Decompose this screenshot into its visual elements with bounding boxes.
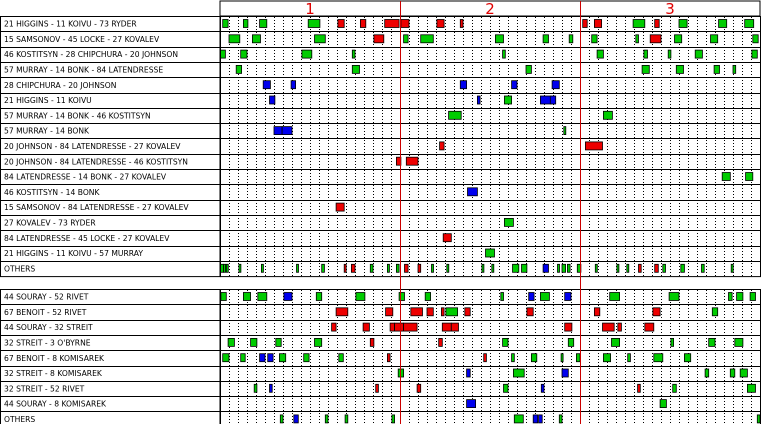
shift-bar-pp [336, 203, 344, 211]
shift-bar-even [392, 415, 395, 423]
shift-bar-even [308, 20, 320, 28]
shift-bar-pk [260, 354, 265, 362]
shift-bar-even [540, 293, 549, 301]
shift-bar-pp [465, 308, 470, 316]
shift-bar-even [503, 338, 508, 346]
row-label: 21 HIGGINS - 11 KOIVU [4, 96, 92, 106]
shift-bar-pp [338, 20, 344, 28]
shift-bar-pp [583, 20, 588, 28]
shift-bar-pp [603, 323, 615, 331]
shift-bar-even [628, 354, 631, 362]
shift-bar-even [226, 264, 228, 272]
shift-bar-even [501, 293, 504, 301]
shift-bar-even [495, 35, 503, 43]
shift-bar-even [387, 264, 389, 272]
shift-bar-even [531, 354, 536, 362]
shift-bar-pp [439, 338, 443, 346]
shift-bar-even [561, 354, 563, 362]
shift-bar-even [404, 35, 409, 43]
shift-bar-pp [395, 323, 404, 331]
shift-bar-even [617, 264, 619, 272]
shift-bar-even [396, 264, 399, 272]
shift-bar-even [595, 264, 597, 272]
shift-bar-pp [385, 20, 399, 28]
shift-bar-even [673, 384, 677, 392]
row-label: 67 BENOIT - 52 RIVET [4, 307, 87, 317]
shift-bar-even [243, 20, 248, 28]
shift-bar-even [325, 415, 328, 423]
shift-bar-even [642, 65, 649, 73]
shift-bar-even [668, 50, 671, 58]
shift-bar-pk [562, 369, 568, 377]
shift-bar-even [279, 354, 285, 362]
shift-bar-even [750, 293, 755, 301]
shift-bar-even [705, 369, 709, 377]
shift-bar-pk [540, 96, 551, 104]
shift-bar-even [603, 354, 610, 362]
shift-bar-pk [274, 127, 282, 135]
shift-bar-even [280, 415, 283, 423]
shift-bar-pk [294, 415, 299, 423]
shift-bar-pp [460, 20, 463, 28]
shift-bar-pp [405, 264, 409, 272]
shift-bar-pp [594, 308, 599, 316]
shift-bar-even [241, 50, 247, 58]
row-label: OTHERS [4, 415, 36, 424]
shift-bar-even [223, 354, 229, 362]
shift-bar-even [654, 354, 663, 362]
shift-bar-even [356, 293, 365, 301]
shift-bar-even [514, 415, 523, 423]
shift-bar-pk [468, 188, 478, 196]
shift-bar-even [345, 415, 348, 423]
shift-bar-even [504, 218, 513, 226]
row-label: 21 HIGGINS - 11 KOIVU - 73 RYDER [4, 19, 137, 29]
shift-bar-even [513, 264, 519, 272]
shift-bar-even [745, 20, 754, 28]
period-label: 2 [485, 0, 495, 18]
shift-bar-pp [527, 308, 533, 316]
row-label: 20 JOHNSON - 84 LATENDRESSE - 46 KOSTITSYN [4, 157, 188, 167]
shift-bar-even [676, 65, 683, 73]
shift-bar-pp [655, 264, 659, 272]
grid-layer [230, 17, 752, 424]
shift-bar-pp [387, 354, 390, 362]
shift-bar-even [757, 415, 760, 423]
shift-bar-even [660, 400, 666, 408]
row-label: 15 SAMSONOV - 84 LATENDRESSE - 27 KOVALEV [4, 203, 189, 213]
row-label: 32 STREIT - 52 RIVET [4, 384, 85, 394]
shift-bar-pp [650, 35, 661, 43]
shift-bar-even [251, 338, 257, 346]
shift-bar-even [729, 293, 733, 301]
row-label: 67 BENOIT - 8 KOMISAREK [4, 353, 104, 363]
shift-bar-pk [460, 81, 466, 89]
shift-bar-even [559, 415, 562, 423]
shift-bar-even [603, 111, 612, 119]
period-label: 1 [305, 0, 315, 18]
period-label: 3 [665, 0, 675, 18]
shift-bar-even [627, 264, 629, 272]
row-label: 28 CHIPCHURA - 20 JOHNSON [4, 80, 117, 90]
shift-bar-pp [336, 308, 348, 316]
shift-bar-pk [533, 415, 538, 423]
shift-bar-even [322, 264, 325, 272]
shift-bar-even [569, 35, 573, 43]
shift-bar-even [352, 50, 355, 58]
shift-bar-pp [344, 264, 346, 272]
row-label: 32 STREIT - 3 O'BYRNE [4, 338, 91, 348]
shift-bar-even [712, 308, 717, 316]
shift-bar-pk [263, 81, 270, 89]
shift-bar-even [504, 96, 511, 104]
shift-bar-even [239, 264, 241, 272]
shift-bar-pp [363, 323, 369, 331]
shift-bar-even [576, 354, 580, 362]
row-label: 27 KOVALEV - 73 RYDER [4, 218, 96, 228]
shift-bar-pp [565, 323, 572, 331]
shift-bar-pp [374, 35, 384, 43]
shift-bar-pp [360, 20, 365, 28]
shift-bar-pp [417, 384, 421, 392]
shift-bar-pp [585, 142, 602, 150]
shift-bar-pp [618, 323, 622, 331]
shift-bar-pp [443, 234, 451, 242]
row-label: 21 HIGGINS - 11 KOIVU - 57 MURRAY [4, 249, 143, 259]
shift-bar-even [512, 354, 515, 362]
shift-bar-pp [351, 264, 355, 272]
shift-bar-even [747, 384, 755, 392]
shift-bar-pp [645, 323, 654, 331]
row-label: 44 SOURAY - 8 KOMISAREK [4, 399, 106, 409]
row-label: 20 JOHNSON - 84 LATENDRESSE - 27 KOVALEV [4, 142, 181, 151]
shift-bar-even [597, 50, 603, 58]
shift-bar-even [297, 264, 299, 272]
shift-bar-even [304, 354, 309, 362]
shift-bar-even [399, 293, 404, 301]
shift-bar-even [492, 264, 494, 272]
shift-bar-pk [270, 96, 275, 104]
shift-bar-pk [467, 400, 476, 408]
shift-bar-even [352, 65, 359, 73]
shift-bar-even [236, 65, 241, 73]
shift-bar-even [543, 35, 548, 43]
shift-bar-pp [441, 308, 444, 316]
shift-bar-pk [543, 264, 548, 272]
row-label: 46 KOSTITSYN - 14 BONK [4, 187, 100, 197]
shift-bar-pp [370, 338, 374, 346]
shift-bar-even [568, 338, 573, 346]
shift-bar-pk [467, 369, 471, 377]
shift-bar-pp [401, 20, 409, 28]
shift-bar-pp [376, 384, 379, 392]
shift-bar-even [730, 369, 735, 377]
shift-bar-pp [437, 20, 444, 28]
shift-bar-even [669, 293, 679, 301]
shift-bar-even [486, 249, 495, 257]
shift-bar-even [252, 35, 260, 43]
shift-bar-even [432, 264, 434, 272]
shift-bar-even [261, 264, 263, 272]
row-label: 57 MURRAY - 14 BONK - 84 LATENDRESSE [4, 65, 164, 75]
shift-bar-even [315, 338, 322, 346]
shift-bar-even [695, 50, 702, 58]
shift-bar-even [719, 20, 727, 28]
shift-bar-pp [386, 308, 393, 316]
shift-bar-even [592, 35, 597, 43]
shift-bar-even [504, 384, 509, 392]
shift-bar-even [425, 293, 430, 301]
shift-bar-pp [427, 308, 433, 316]
shift-bar-even [737, 293, 743, 301]
shift-bar-pp [594, 20, 601, 28]
shift-bar-pp [451, 323, 458, 331]
shift-bar-even [254, 384, 257, 392]
shift-bar-even [302, 50, 312, 58]
shift-bar-even [711, 35, 718, 43]
shift-bar-even [421, 35, 434, 43]
shift-bar-pp [406, 157, 418, 165]
shift-bar-even [522, 264, 527, 272]
shift-bar-even [735, 338, 743, 346]
shift-bar-even [644, 50, 648, 58]
shift-bar-pp [639, 264, 642, 272]
shift-bar-even [733, 65, 736, 73]
frame-layer [0, 1, 761, 424]
shift-bar-pk [539, 415, 543, 423]
shift-bar-even [610, 293, 620, 301]
shift-bar-even [221, 293, 226, 301]
shift-bar-even [564, 127, 566, 135]
shift-bar-pk [270, 384, 273, 392]
shift-bar-even [446, 308, 458, 316]
shift-bar-pk [291, 81, 296, 89]
shift-bar-even [714, 65, 719, 73]
shift-bar-pk [529, 293, 534, 301]
row-label: 57 MURRAY - 14 BONK [4, 126, 90, 136]
shift-bar-even [228, 338, 234, 346]
shift-bar-even [681, 264, 685, 272]
shift-bar-pp [404, 323, 418, 331]
shift-bar-even [243, 293, 250, 301]
shift-bar-pp [440, 142, 445, 150]
shift-bar-even [671, 338, 674, 346]
shift-bar-even [315, 35, 326, 43]
shift-bar-even [241, 354, 246, 362]
shift-bar-even [558, 264, 560, 272]
shift-bar-even [722, 173, 730, 181]
shift-bar-even [740, 369, 747, 377]
shift-bar-even [562, 264, 566, 272]
shift-bar-even [675, 35, 682, 43]
shift-bar-even [370, 264, 373, 272]
row-label: 32 STREIT - 8 KOMISAREK [4, 369, 102, 379]
shift-bar-pk [284, 293, 292, 301]
shift-bar-pp [442, 323, 451, 331]
shift-bar-even [447, 264, 449, 272]
row-label: 84 LATENDRESSE - 14 BONK - 27 KOVALEV [4, 172, 167, 182]
shift-bar-even [567, 264, 570, 272]
shift-bar-even [223, 20, 228, 28]
shift-bar-even [260, 20, 267, 28]
shift-bar-even [709, 338, 715, 346]
shift-bar-even [449, 111, 462, 119]
row-label: 44 SOURAY - 32 STREIT [4, 323, 93, 333]
row-label: 15 SAMSONOV - 45 LOCKE - 27 KOVALEV [4, 34, 160, 44]
shift-bar-pp [390, 323, 395, 331]
shift-bar-even [702, 264, 705, 272]
shift-bar-pp [332, 323, 337, 331]
shift-bar-pk [282, 127, 292, 135]
shift-bar-pk [512, 81, 517, 89]
shift-bar-even [513, 369, 524, 377]
shift-bar-even [753, 35, 758, 43]
shift-bar-even [679, 20, 687, 28]
shift-bar-even [746, 173, 753, 181]
shift-bar-pp [411, 308, 423, 316]
shift-bar-even [633, 20, 645, 28]
row-label: 46 KOSTITSYN - 28 CHIPCHURA - 20 JOHNSON [4, 50, 179, 60]
shift-bar-pk [565, 293, 571, 301]
shift-bar-even [752, 50, 757, 58]
shift-bar-pp [484, 354, 487, 362]
shift-bar-pp [653, 308, 660, 316]
shift-bar-pk [552, 81, 559, 89]
shift-bar-pk [268, 354, 273, 362]
shift-bar-pp [655, 20, 660, 28]
shift-bar-pk [477, 96, 480, 104]
row-label: 84 LATENDRESSE - 45 LOCKE - 27 KOVALEV [4, 233, 170, 243]
shift-bar-even [731, 264, 733, 272]
shift-bar-even [503, 50, 506, 58]
shift-bar-pk [550, 96, 555, 104]
shift-bar-even [526, 65, 531, 73]
shift-bar-even [339, 354, 344, 362]
row-label: 57 MURRAY - 14 BONK - 46 KOSTITSYN [4, 111, 151, 121]
shift-bar-even [482, 264, 484, 272]
shift-bar-even [612, 338, 620, 346]
shift-bar-even [684, 354, 690, 362]
shift-bar-even [276, 338, 281, 346]
shift-bar-pk [541, 384, 544, 392]
row-label: 44 SOURAY - 52 RIVET [4, 292, 89, 302]
shift-bar-pp [418, 264, 421, 272]
row-label: OTHERS [4, 264, 36, 274]
shift-bar-pp [638, 384, 641, 392]
shift-bar-even [663, 264, 666, 272]
shift-bar-even [316, 293, 321, 301]
shift-bar-even [229, 35, 240, 43]
shift-bar-even [258, 293, 267, 301]
shift-bar-even [224, 264, 226, 272]
shift-bar-even [636, 35, 639, 43]
